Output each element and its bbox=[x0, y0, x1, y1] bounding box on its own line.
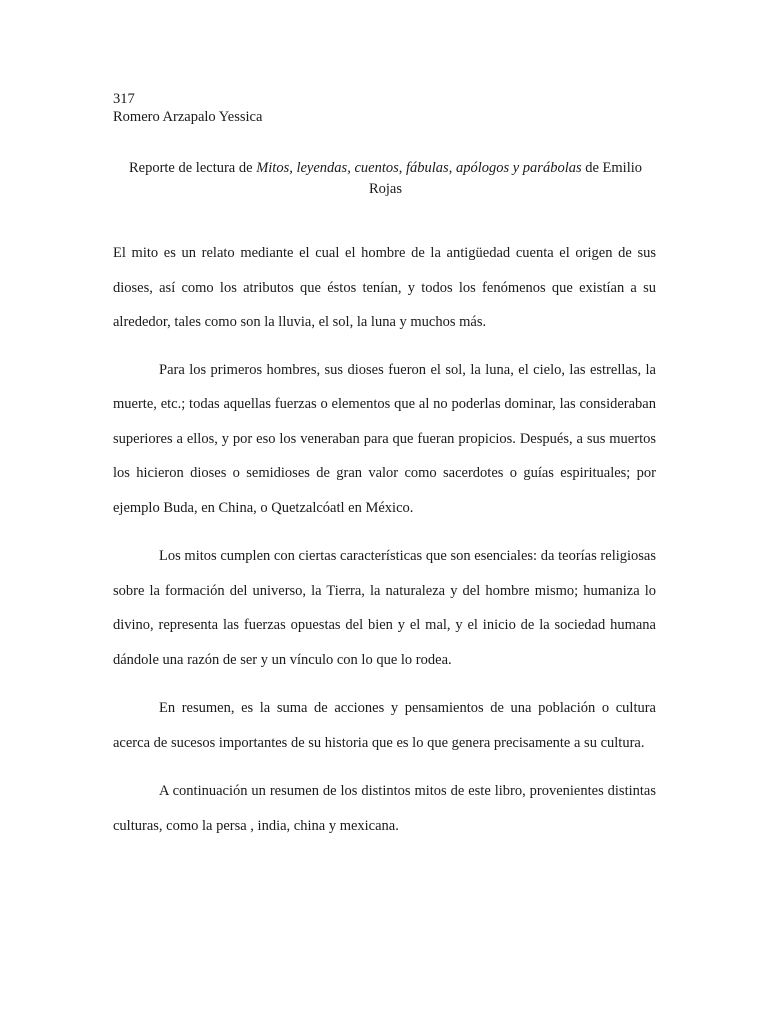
paragraph-first-gods: Para los primeros hombres, sus dioses fueron el sol, la luna, el cielo, las estrellas, la muerte, etc.; todas aquellas fuerzas o elementos que al no poderlas dominar, las consideraban superiores a ellos, y por eso los veneraban para que fueran propicios. Después, a sus muertos los hicieron dioses o semidioses de gran valor como sacerdotes o guías espirituales; por ejemplo Buda, en China, o Quetzalcóatl en México. bbox=[113, 361, 656, 516]
title-prefix: Reporte de lectura de bbox=[128, 160, 257, 176]
title-suffix: de Emilio Rojas bbox=[368, 160, 643, 197]
paragraph-continuation: A continuación un resumen de los distintos mitos de este libro, provenientes distintas culturas, como la persa , india, china y mexicana. bbox=[113, 783, 656, 834]
student-name: Romero Arzapalo Yessica bbox=[113, 109, 263, 125]
book-title: Mitos, leyendas, cuentos, fábulas, apólogos y parábolas bbox=[256, 160, 582, 176]
paragraph-intro: El mito es un relato mediante el cual el hombre de la antigüedad cuenta el origen de sus dioses, así como los atributos que éstos tenían, y todos los fenómenos que existían a su alrededor, tales como son la lluvia, el sol, la luna y muchos más. bbox=[113, 245, 656, 330]
document-header bbox=[113, 90, 262, 126]
report-body bbox=[113, 236, 656, 843]
report-title bbox=[113, 158, 658, 200]
group-number: 317 bbox=[113, 91, 135, 107]
paragraph-characteristics: Los mitos cumplen con ciertas características que son esenciales: da teorías religiosas sobre la formación del universo, la Tierra, la naturaleza y del hombre mismo; humaniza lo divino, representa las fuerzas opuestas del bien y el mal, y el inicio de la sociedad humana dándole una razón de ser y un vínculo con lo que lo rodea. bbox=[113, 548, 656, 668]
paragraph-summary: En resumen, es la suma de acciones y pensamientos de una población o cultura acerca de sucesos importantes de su historia que es lo que genera precisamente a su cultura. bbox=[113, 700, 656, 751]
